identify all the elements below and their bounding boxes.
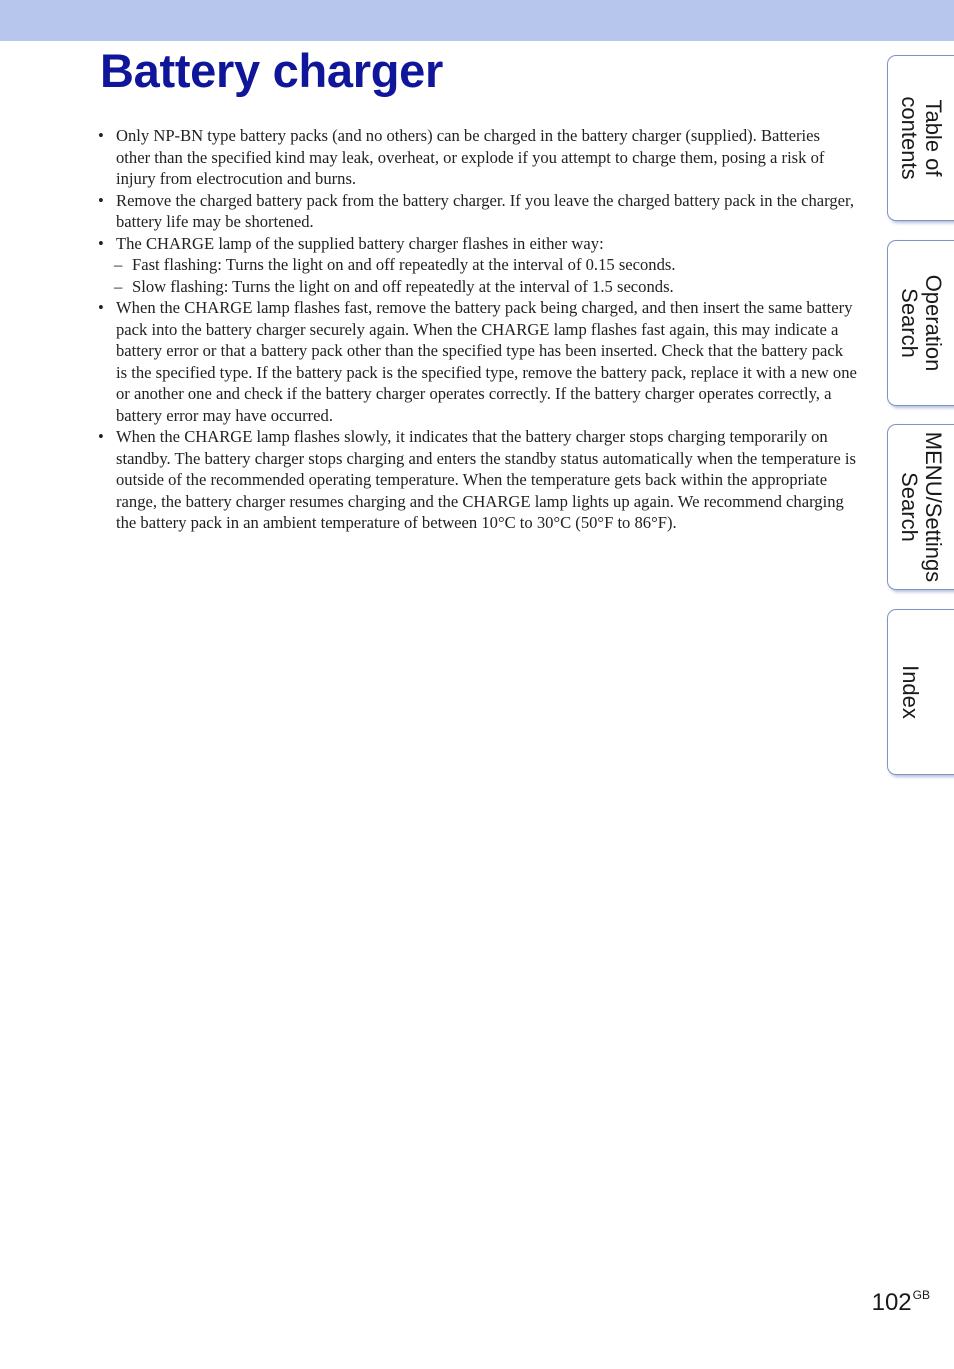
list-item — [97, 297, 857, 426]
sub-item — [114, 276, 857, 298]
bullet-marker: • — [98, 298, 104, 317]
list-item-text: Remove the charged battery pack from the battery charger. If you leave the charged battery pack in the charger, battery life may be shortened. — [116, 190, 855, 231]
tab-operation-search[interactable] — [887, 240, 954, 406]
sub-list — [114, 254, 857, 297]
tab-label — [898, 665, 922, 719]
tab-label-line: Index — [898, 665, 923, 719]
list-item-text: When the CHARGE lamp flashes slowly, it indicates that the battery charger stops charging temporarily on standby. The battery charger stops charging and enters the standby status automatically when the temperature is outside of the recommended operating temperature. When the temperature gets back within the appropriate range, the battery charger resumes charging and the CHARGE lamp lights up again. We recommend charging the battery pack in an ambient temperature of between 10°C to 30°C (50°F to 86°F). — [116, 427, 856, 532]
list-item — [97, 125, 857, 190]
page-number — [872, 1288, 930, 1317]
tab-table-of-contents[interactable] — [887, 55, 954, 221]
tab-label-line: MENU/Settings — [921, 431, 946, 583]
tab-label-line: Search — [897, 472, 922, 542]
tab-label-line: Operation — [921, 274, 946, 372]
tab-index[interactable] — [887, 609, 954, 775]
bullet-marker: • — [98, 190, 104, 210]
list-item-text: The CHARGE lamp of the supplied battery charger flashes in either way: — [116, 233, 604, 253]
tab-label — [897, 432, 945, 582]
header-band — [0, 0, 954, 41]
bullet-list — [97, 125, 857, 534]
list-item — [97, 190, 857, 233]
sub-item-text: Slow flashing: Turns the light on and off repeatedly at the interval of 1.5 seconds. — [132, 276, 674, 296]
sub-item-text: Fast flashing: Turns the light on and off repeatedly at the interval of 0.15 seconds. — [132, 255, 676, 274]
dash-marker: – — [114, 276, 123, 296]
page-number-suffix: GB — [912, 1288, 930, 1302]
list-item-text: When the CHARGE lamp flashes fast, remove the battery pack being charged, and then insert the same battery pack into the battery charger securely again. When the CHARGE lamp flashes fast again, this may indicate a battery error or that a battery pack other than the specified type has been inserted. Check that the battery pack is the specified type. If the battery pack is the specified type, remove the battery pack, replace it with a new one or another one and check if the battery charger operates correctly. If the battery charger operates correctly, a battery error may have occurred. — [116, 298, 857, 425]
tab-label-line: contents — [897, 96, 922, 180]
tab-label — [897, 96, 945, 179]
page-title: Battery charger — [100, 44, 443, 97]
tab-label-line: Table of — [921, 99, 946, 177]
list-item — [97, 233, 857, 298]
dash-marker: – — [114, 255, 123, 274]
sub-item — [114, 254, 857, 276]
tab-label-line: Search — [897, 288, 922, 358]
page-number-value: 102 — [871, 1289, 912, 1316]
list-item — [97, 426, 857, 534]
bullet-marker: • — [98, 427, 104, 446]
bullet-marker: • — [98, 126, 104, 145]
list-item-text: Only NP-BN type battery packs (and no others) can be charged in the battery charger (supplied). Batteries other than the specified kind may leak, overheat, or explode if you attempt to charge them, posing a risk of injury from electrocution and burns. — [116, 126, 825, 188]
bullet-marker: • — [98, 233, 104, 253]
tab-label — [897, 275, 945, 372]
tab-menu-settings-search[interactable] — [887, 424, 954, 590]
